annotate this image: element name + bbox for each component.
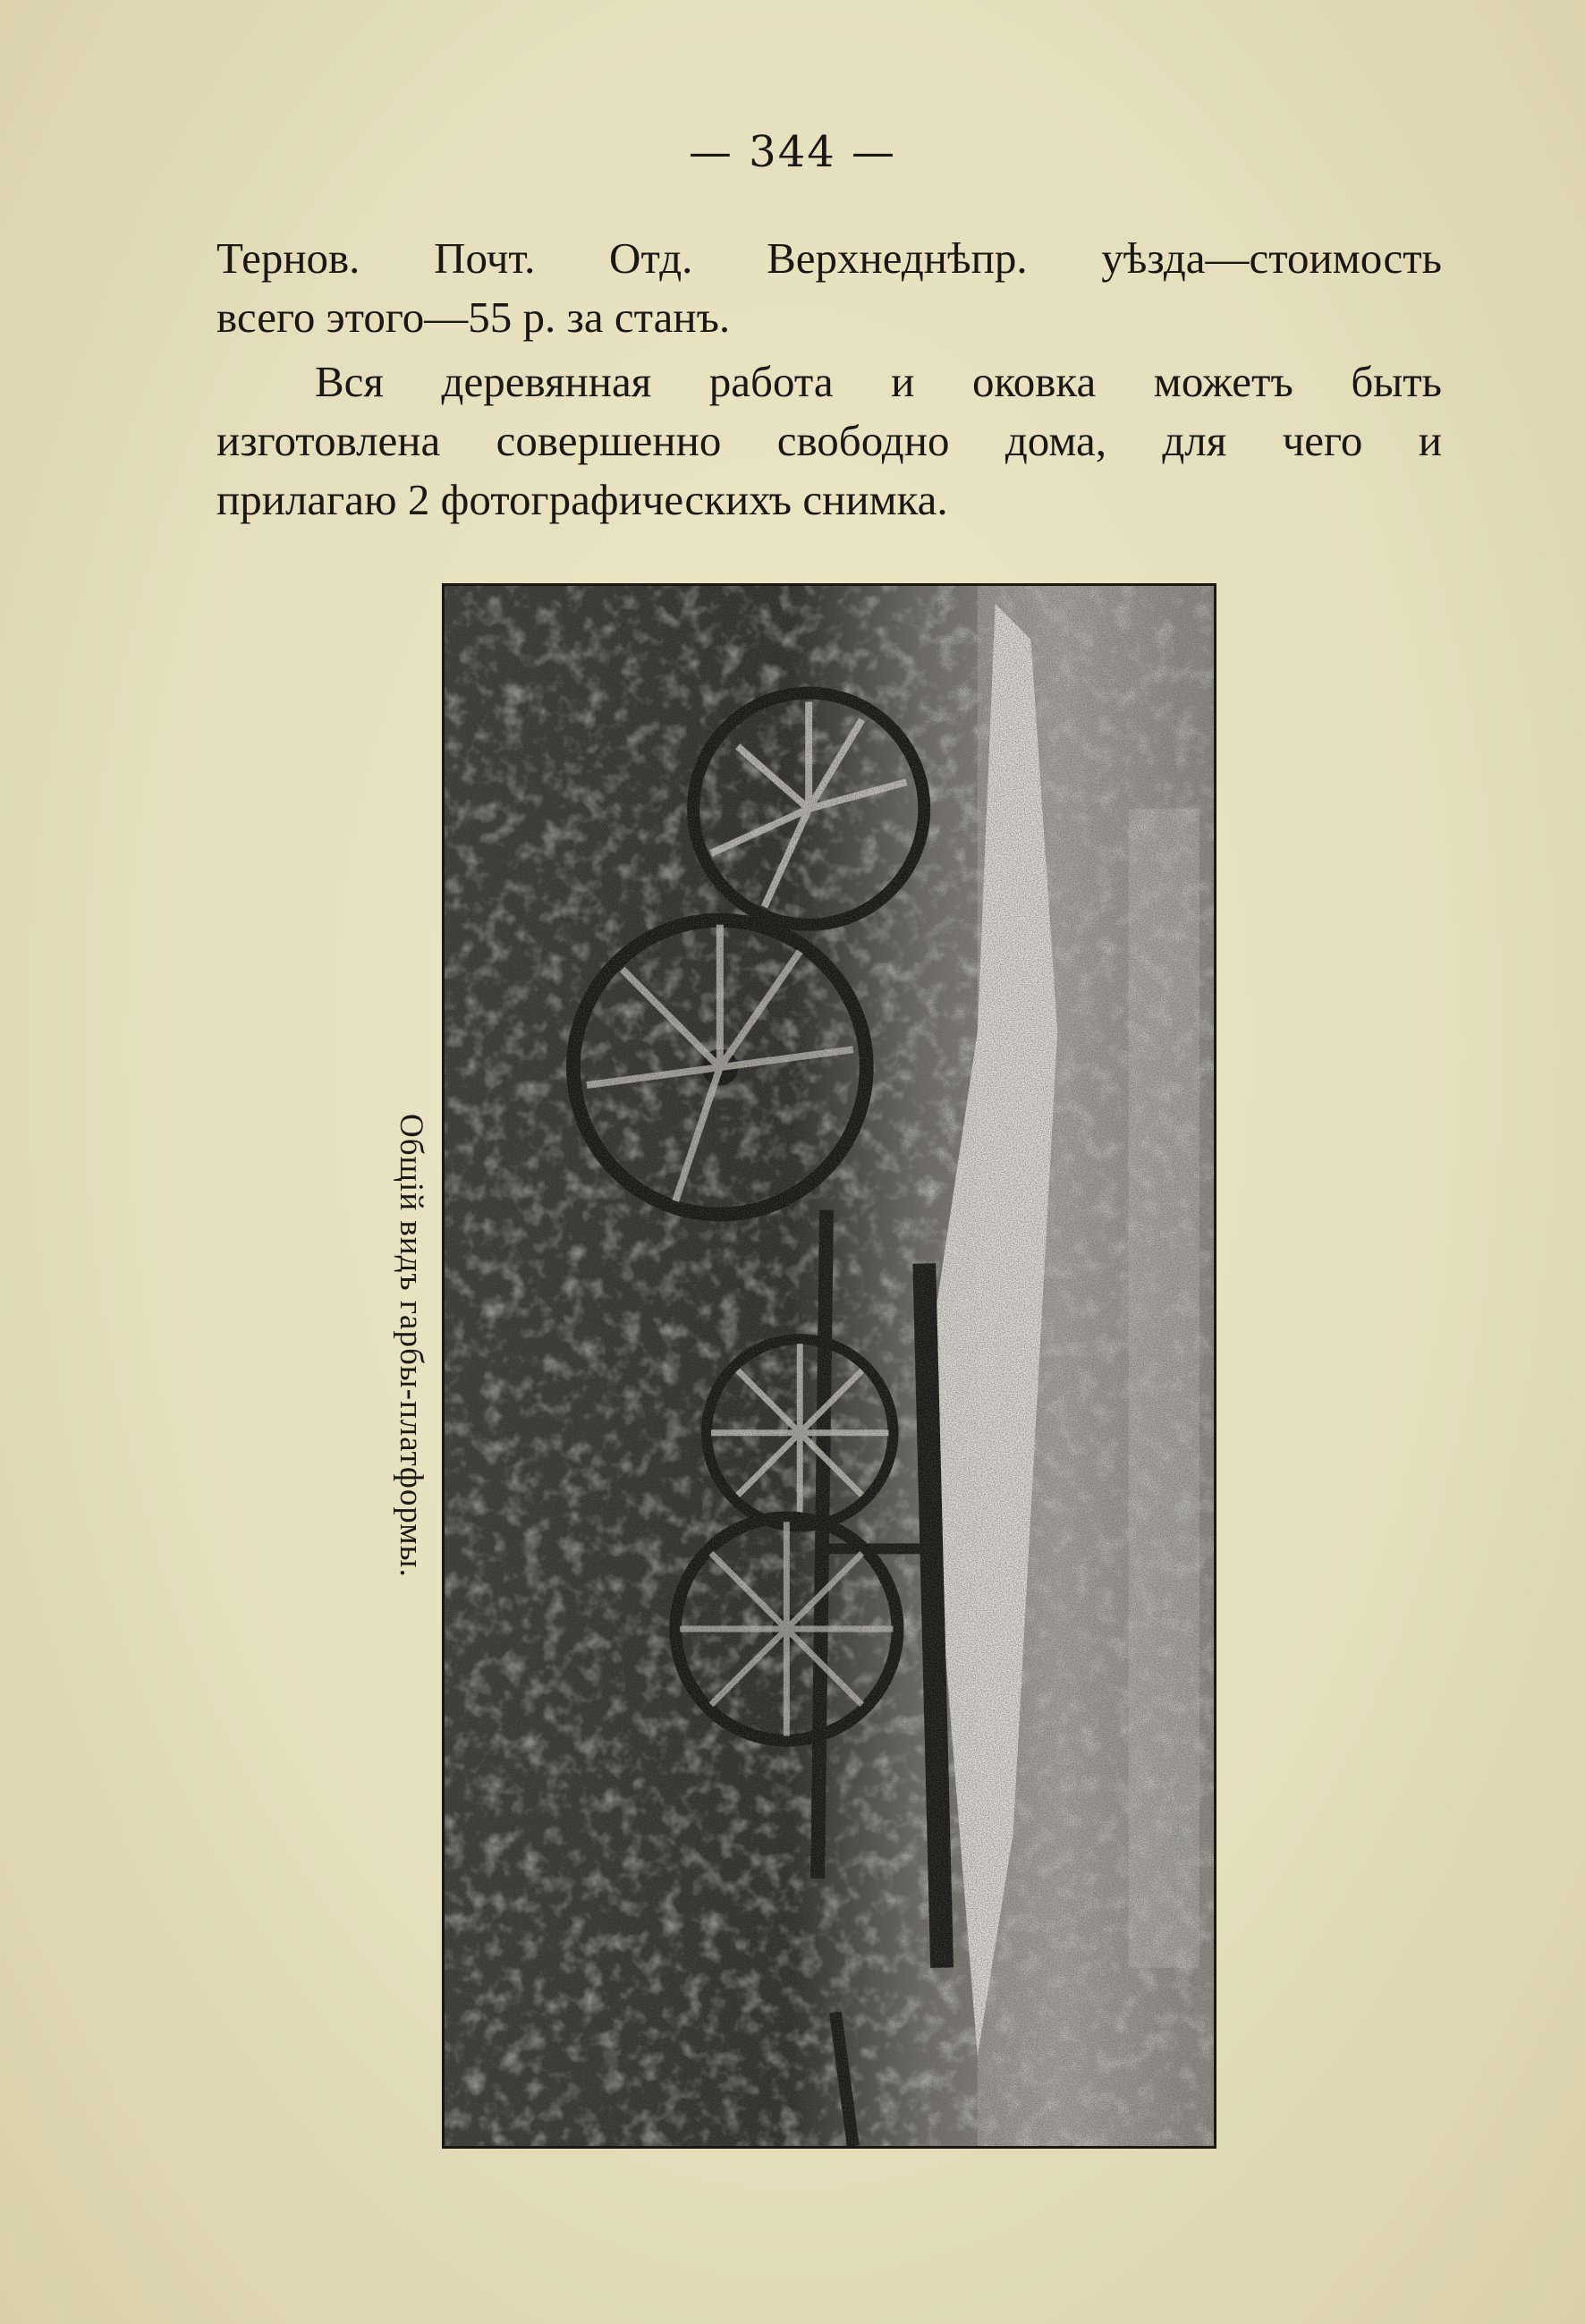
paragraph-2-line-1: Вся деревянная работа и оковка можетъ быть	[315, 357, 1442, 406]
paragraph-2-line-3: прилагаю 2 фотографическихъ снимка.	[216, 475, 948, 524]
paragraph-1-line-1: Тернов. Почт. Отд. Верхнеднѣпр. уѣзда—стоимость	[216, 233, 1442, 283]
page-number: — 344 —	[688, 127, 897, 177]
photograph-cart-platform	[442, 583, 1216, 2149]
paragraph-1	[216, 229, 1442, 347]
figure-caption: Общій видъ гарбы-платформы.	[393, 1114, 429, 1578]
paragraph-2	[216, 352, 1442, 530]
paragraph-2-line-2: изготовлена совершенно свободно дома, для чего и	[216, 416, 1442, 465]
photo-cart-platform-image	[445, 586, 1214, 2146]
paragraph-1-line-2: всего этого—55 р. за станъ.	[216, 293, 731, 342]
